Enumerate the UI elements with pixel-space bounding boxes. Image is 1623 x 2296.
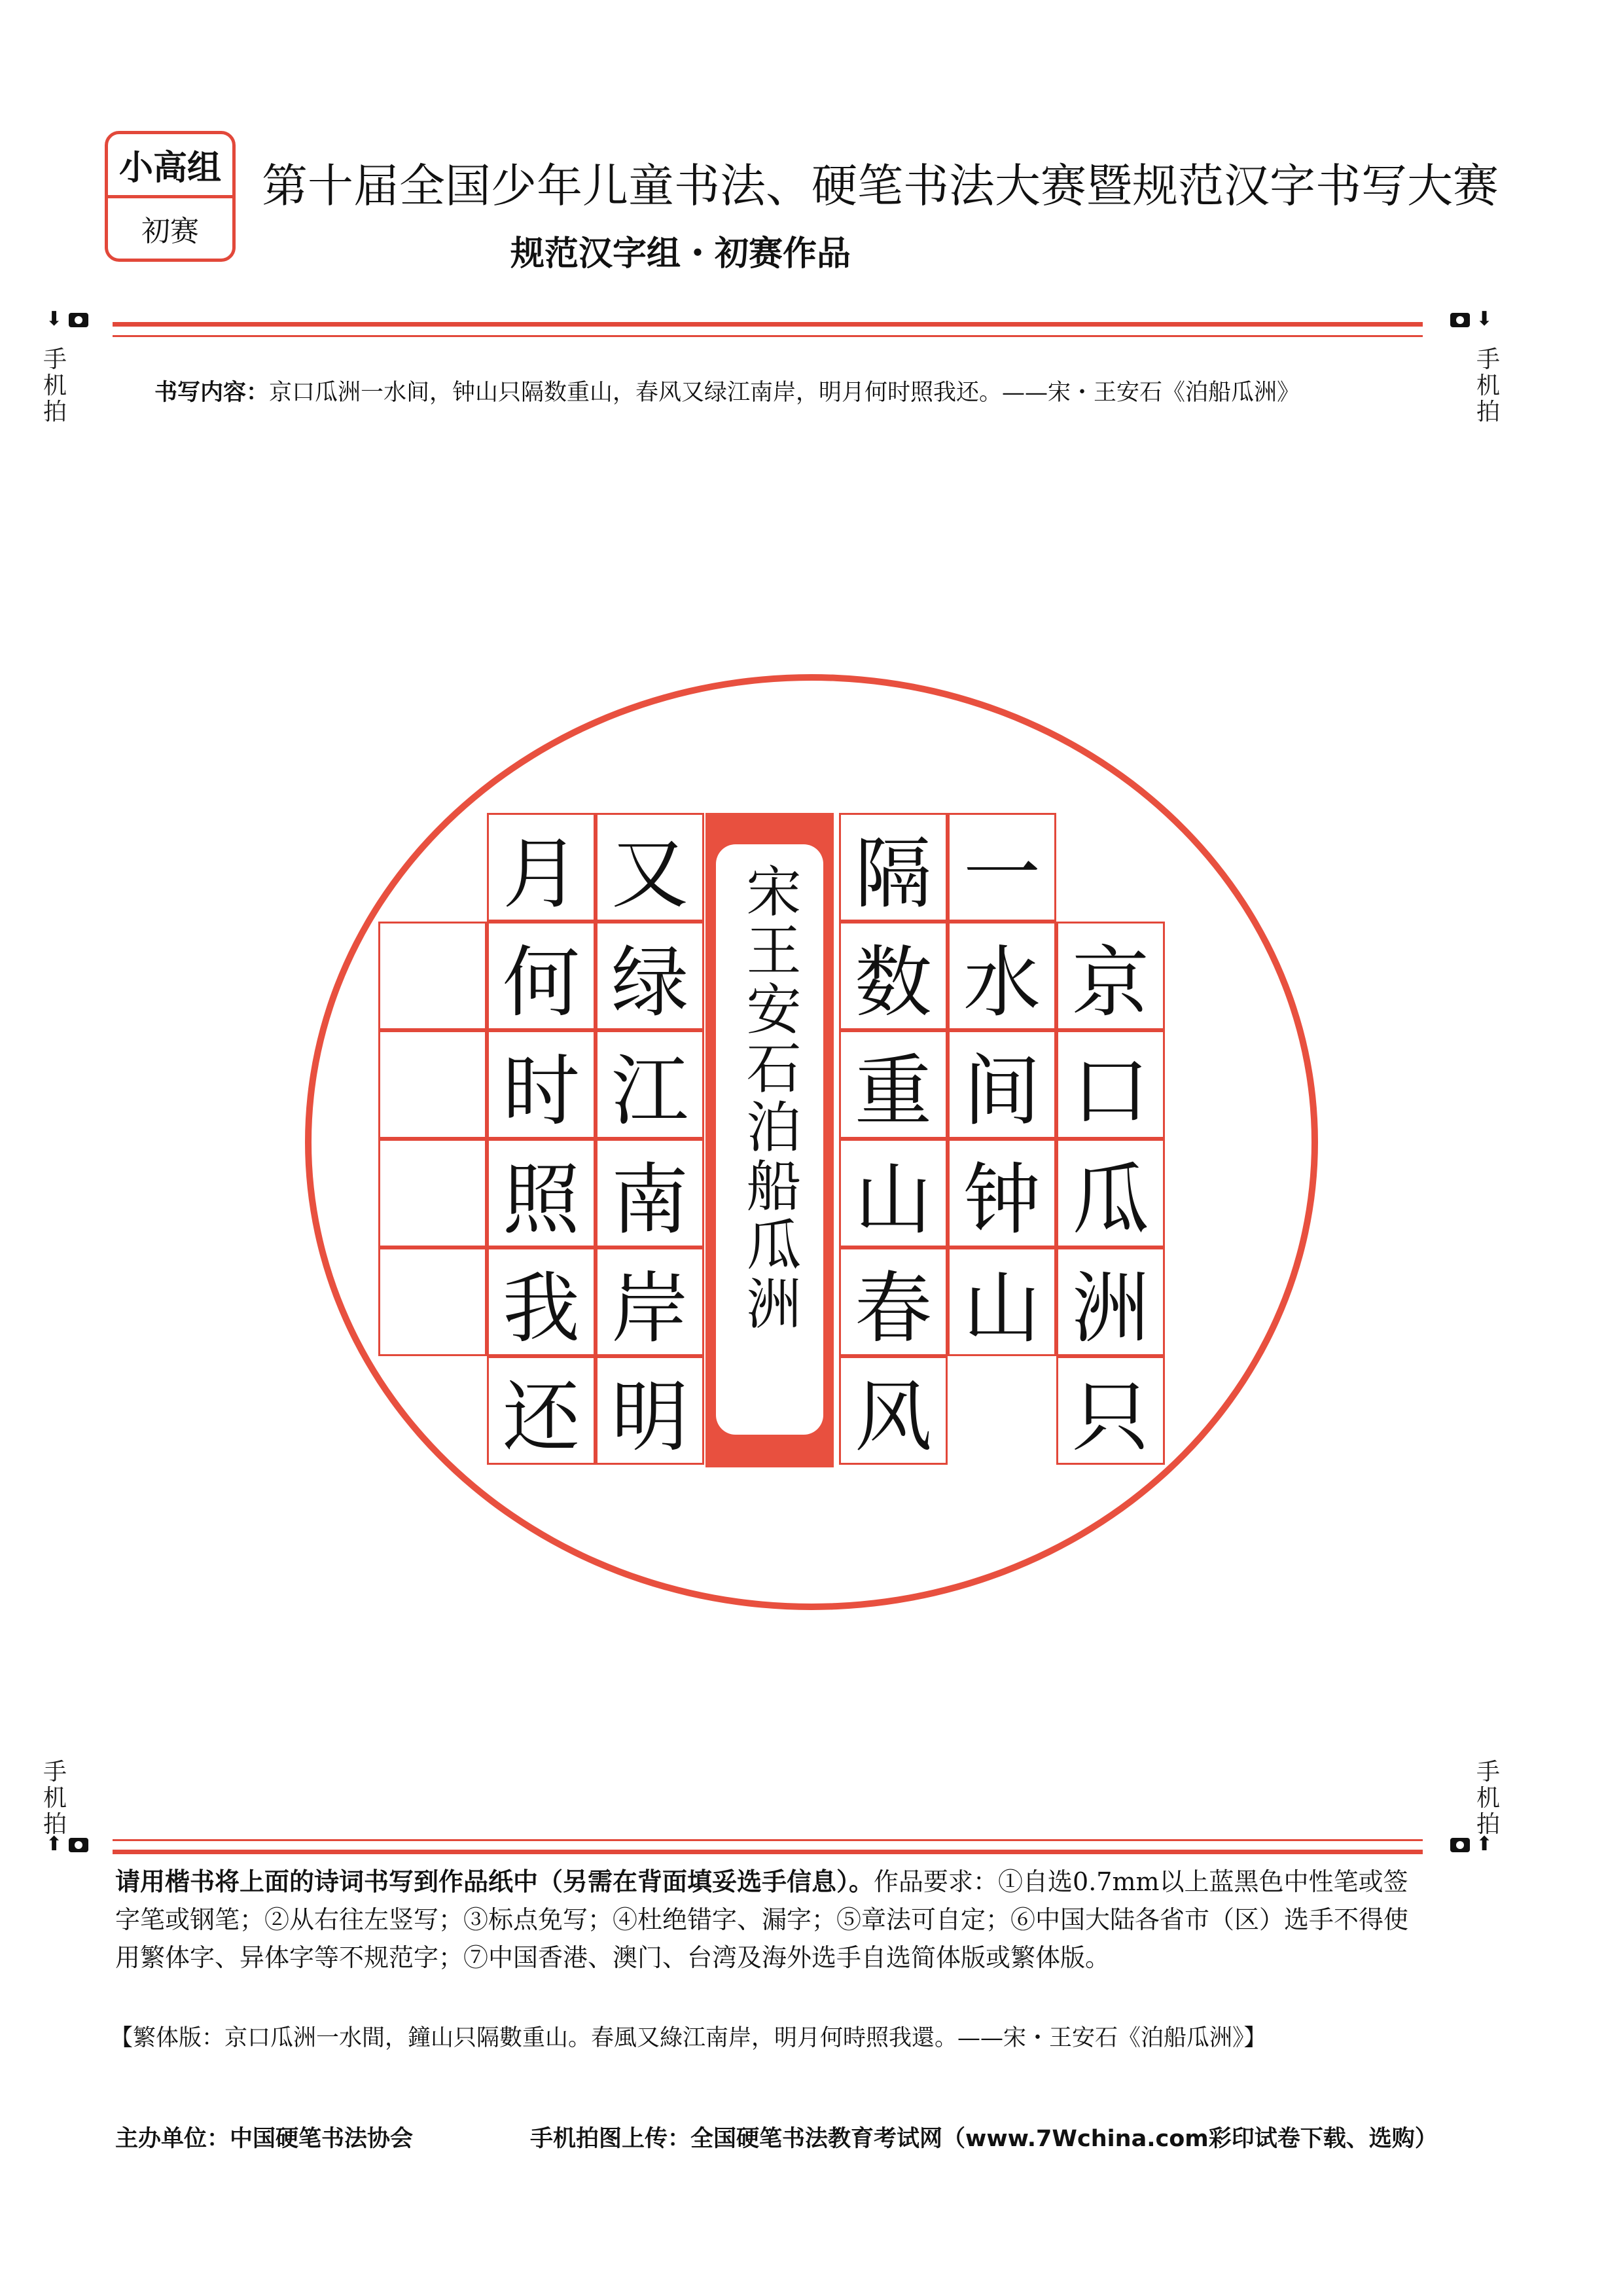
phone-marker-top-right bbox=[1450, 308, 1493, 331]
grid-cell: 风 bbox=[839, 1356, 948, 1465]
requirements-lead: 请用楷书将上面的诗词书写到作品纸中（另需在背面填妥选手信息）。 bbox=[115, 1867, 874, 1896]
page-title: 第十届全国少年儿童书法、硬笔书法大赛暨规范汉字书写大赛 bbox=[262, 159, 1499, 213]
grid-cell: 我 bbox=[487, 1247, 596, 1356]
bottom-rule-thin bbox=[113, 1839, 1423, 1841]
writing-content-text: 京口瓜洲一水间，钟山只隔数重山，春风又绿江南岸，明月何时照我还。——宋・王安石《泊船瓜洲》 bbox=[269, 380, 1300, 406]
writing-content-label: 书写内容： bbox=[154, 380, 270, 406]
organizer: 主办单位：中国硬笔书法协会 bbox=[115, 2126, 414, 2152]
grid-cell: 还 bbox=[487, 1356, 596, 1465]
round-label: 初赛 bbox=[141, 215, 199, 248]
grid-cell: 瓜 bbox=[1056, 1139, 1165, 1247]
grid-cell-empty bbox=[378, 1030, 487, 1139]
camera-icon bbox=[1450, 313, 1470, 327]
phone-marker-top-left bbox=[46, 308, 88, 331]
upload-info: 手机拍图上传：全国硬笔书法教育考试网（www.7Wchina.com彩印试卷下载、选购） bbox=[530, 2126, 1438, 2152]
group-label: 小高组 bbox=[108, 134, 232, 198]
grid-cell: 山 bbox=[839, 1139, 948, 1247]
phone-label-bottom-left: 手 机 拍 bbox=[43, 1759, 67, 1838]
grid-cell: 钟 bbox=[948, 1139, 1056, 1247]
grid-cell: 口 bbox=[1056, 1030, 1165, 1139]
grid-cell: 南 bbox=[596, 1139, 704, 1247]
grid-cell: 照 bbox=[487, 1139, 596, 1247]
grid-cell: 月 bbox=[487, 813, 596, 922]
grid-cell-empty bbox=[378, 922, 487, 1030]
camera-icon bbox=[69, 1838, 88, 1852]
inscription-text: 宋王安石泊船瓜洲 bbox=[738, 863, 802, 1334]
grid-cell: 山 bbox=[948, 1247, 1056, 1356]
phone-label-bottom-right: 手 机 拍 bbox=[1476, 1759, 1500, 1838]
top-rule-thin bbox=[113, 335, 1423, 337]
camera-icon bbox=[69, 313, 88, 327]
grid-cell: 一 bbox=[948, 813, 1056, 922]
grid-cell-empty bbox=[378, 1247, 487, 1356]
grid-cell: 数 bbox=[839, 922, 948, 1030]
grid-cell: 京 bbox=[1056, 922, 1165, 1030]
traditional-version: 【繁体版：京口瓜洲一水間，鐘山只隔數重山。春風又綠江南岸，明月何時照我還。——宋・王安石《泊船瓜洲》】 bbox=[110, 2025, 1267, 2051]
grid-cell: 又 bbox=[596, 813, 704, 922]
grid-cell: 绿 bbox=[596, 922, 704, 1030]
grid-cell: 江 bbox=[596, 1030, 704, 1139]
group-badge bbox=[105, 131, 236, 262]
grid-cell-empty bbox=[378, 1139, 487, 1247]
phone-label-top-left: 手 机 拍 bbox=[43, 346, 67, 425]
requirements-body: 作品要求：①自选0.7mm以上蓝黑色中性笔或签字笔或钢笔；②从右往左竖写；③标点免写；④杜绝错字、漏字；⑤章法可自定；⑥中国大陆各省市（区）选手不得使用繁体字、异体字等不规范字；⑦中国香港、澳门、台湾及海外选手自选简体版或繁体版。 bbox=[115, 1867, 1409, 1972]
grid-cell: 只 bbox=[1056, 1356, 1165, 1465]
grid-cell: 何 bbox=[487, 922, 596, 1030]
arrow-down-icon: ⬇ bbox=[46, 308, 63, 331]
grid-cell: 春 bbox=[839, 1247, 948, 1356]
arrow-up-icon: ⬆ bbox=[1476, 1833, 1493, 1856]
grid-cell: 重 bbox=[839, 1030, 948, 1139]
grid-cell: 岸 bbox=[596, 1247, 704, 1356]
bottom-rule-thick bbox=[113, 1850, 1423, 1854]
top-rule-thick bbox=[113, 322, 1423, 327]
arrow-down-icon: ⬇ bbox=[1476, 308, 1493, 331]
grid-cell: 洲 bbox=[1056, 1247, 1165, 1356]
writing-content bbox=[154, 374, 1463, 407]
grid-cell: 明 bbox=[596, 1356, 704, 1465]
arrow-up-icon: ⬆ bbox=[46, 1833, 63, 1856]
phone-label-top-right: 手 机 拍 bbox=[1476, 346, 1500, 425]
requirements bbox=[115, 1863, 1431, 1977]
grid-cell: 隔 bbox=[839, 813, 948, 922]
grid-cell: 间 bbox=[948, 1030, 1056, 1139]
grid-cell: 水 bbox=[948, 922, 1056, 1030]
phone-marker-bottom-left bbox=[46, 1833, 88, 1856]
camera-icon bbox=[1450, 1838, 1470, 1852]
page-subtitle: 规范汉字组・初赛作品 bbox=[510, 234, 851, 274]
grid-cell: 时 bbox=[487, 1030, 596, 1139]
phone-marker-bottom-right bbox=[1450, 1833, 1493, 1856]
